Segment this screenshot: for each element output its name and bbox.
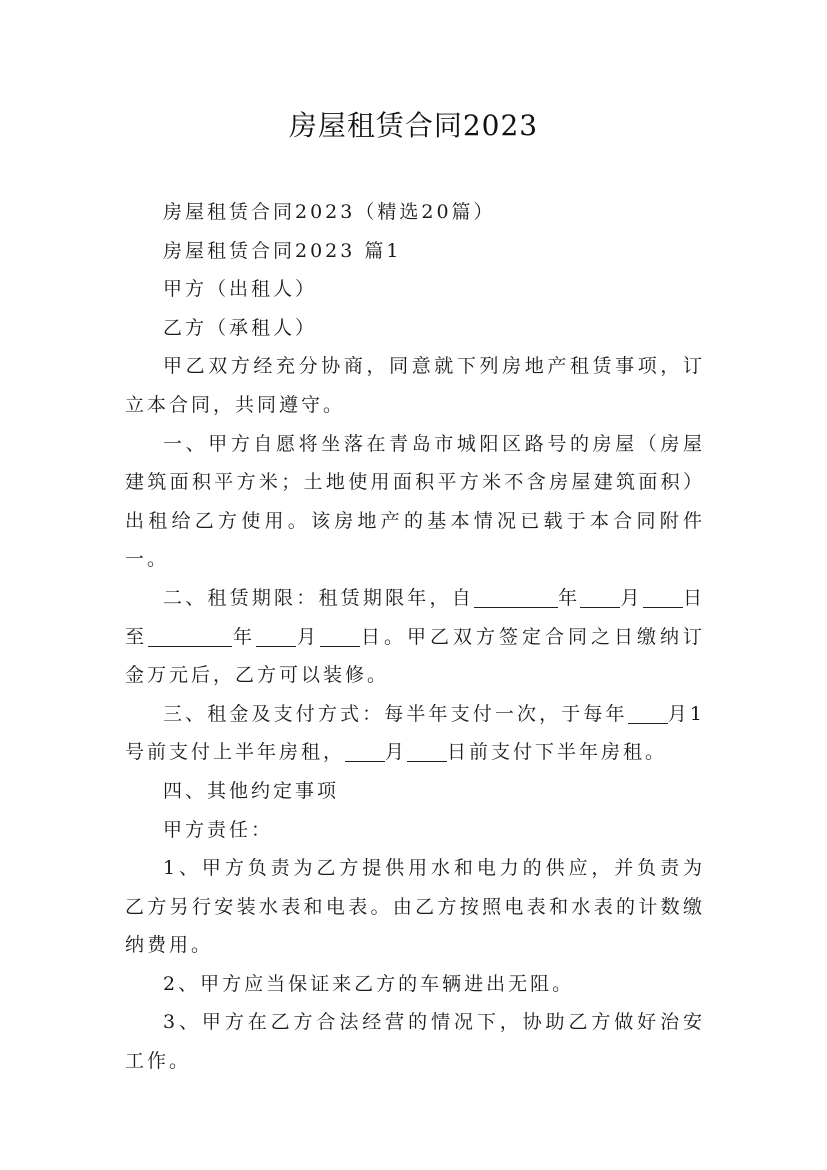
paragraph-party-a: 甲方（出租人） xyxy=(163,278,318,301)
blank-field xyxy=(320,627,360,647)
clause-2-year-label: 年 xyxy=(557,586,581,609)
blank-field xyxy=(345,742,385,762)
paragraph-agreement-intro: 甲乙双方经充分协商，同意就下列房地产租赁事项，订立本合同，共同遵守。 xyxy=(125,355,705,416)
clause-2-end-text: 日。甲乙双方签定合同之日缴纳订金万元后，乙方可以装修。 xyxy=(125,625,705,687)
clause-3-month-label: 月 xyxy=(385,741,408,764)
paragraph-section-heading: 房屋租赁合同2023 篇1 xyxy=(163,239,402,262)
clause-2-day-to-label: 日至 xyxy=(125,586,705,648)
paragraph-duty-2: 2、甲方应当保证来乙方的车辆进出无阻。 xyxy=(163,972,575,995)
blank-field xyxy=(474,588,558,608)
blank-field xyxy=(407,742,447,762)
paragraph-clause-1: 一、甲方自愿将坐落在青岛市城阳区路号的房屋（房屋建筑面积平方米；土地使用面积平方米不含房屋建筑面积）出租给乙方使用。该房地产的基本情况已载于本合同附件一。 xyxy=(125,432,705,571)
blank-field xyxy=(580,588,620,608)
blank-field xyxy=(643,588,683,608)
clause-3-text: 三、租金及支付方式：每半年支付一次，于每年 xyxy=(163,702,628,725)
paragraph-party-b: 乙方（承租人） xyxy=(163,316,318,339)
blank-field xyxy=(256,627,296,647)
clause-2-month-label: 月 xyxy=(620,586,643,609)
document-title: 房屋租赁合同2023 xyxy=(288,109,539,142)
blank-field xyxy=(148,627,232,647)
clause-2-month-label-2: 月 xyxy=(296,625,320,648)
document-body xyxy=(125,193,705,1081)
clause-2-year-label-2: 年 xyxy=(232,625,256,648)
paragraph-clause-4-heading: 四、其他约定事项 xyxy=(163,779,340,802)
blank-field xyxy=(628,704,668,724)
paragraph-subtitle: 房屋租赁合同2023（精选20篇） xyxy=(163,201,496,223)
clause-3-end-text: 日前支付下半年房租。 xyxy=(447,741,668,764)
paragraph-clause-3 xyxy=(125,695,705,772)
clause-2-text: 二、租赁期限：租赁期限年，自 xyxy=(163,586,474,609)
clause-3-month-text: 月1号前支付上半年房租， xyxy=(125,702,705,764)
paragraph-party-a-duties: 甲方责任： xyxy=(163,818,274,841)
paragraph-clause-2 xyxy=(125,579,705,695)
paragraph-duty-1: 1、甲方负责为乙方提供用水和电力的供应，并负责为乙方另行安装水表和电表。由乙方按照电表和水表的计数缴纳费用。 xyxy=(125,857,705,957)
paragraph-duty-3: 3、甲方在乙方合法经营的情况下，协助乙方做好治安工作。 xyxy=(125,1011,705,1073)
